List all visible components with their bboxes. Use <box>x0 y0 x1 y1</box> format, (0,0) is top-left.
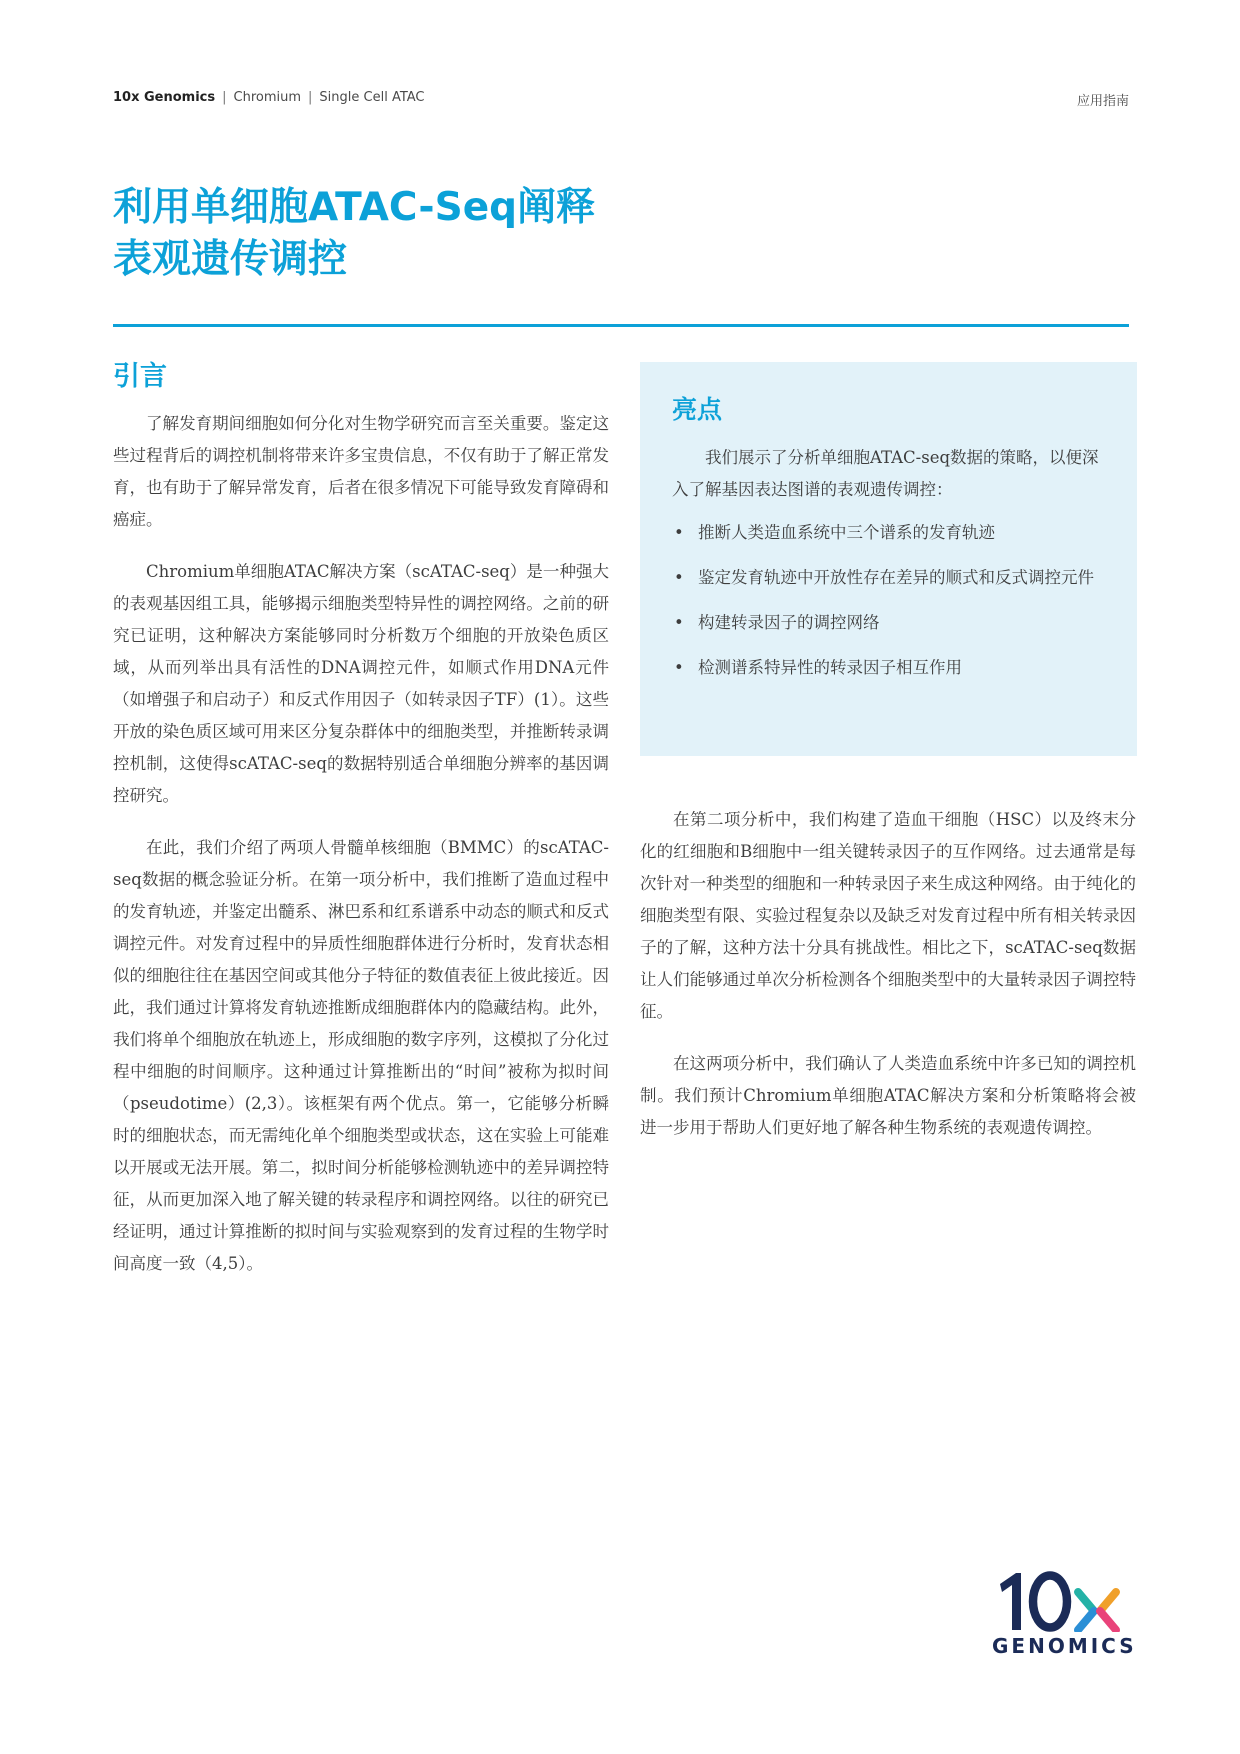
list-item <box>672 562 1114 594</box>
list-item-text: 构建转录因子的调控网络 <box>698 613 880 632</box>
intro-column <box>113 408 609 1300</box>
highlights-intro: 我们展示了分析单细胞ATAC-seq数据的策略，以便深入了解基因表达图谱的表观遗传调控： <box>672 448 1099 499</box>
bullet-icon: • <box>674 613 684 632</box>
analysis-column <box>640 804 1136 1164</box>
page-title <box>113 182 873 286</box>
logo-mark-icon <box>996 1570 1134 1632</box>
header-brand: 10x Genomics <box>113 90 216 105</box>
header-separator: | <box>222 90 227 105</box>
intro-heading: 引言 <box>113 361 167 392</box>
header-separator: | <box>308 90 313 105</box>
list-item <box>672 517 1114 549</box>
page-title-line1: 利用单细胞ATAC-Seq阐释 <box>113 185 596 230</box>
highlights-heading: 亮点 <box>672 395 723 424</box>
list-item-text: 鉴定发育轨迹中开放性存在差异的顺式和反式调控元件 <box>698 568 1094 587</box>
intro-paragraph: 了解发育期间细胞如何分化对生物学研究而言至关重要。鉴定这些过程背后的调控机制将带来许多宝贵信息，不仅有助于了解正常发育，也有助于了解异常发育，后者在很多情况下可能导致发育障碍和癌症。 <box>113 414 609 529</box>
list-item <box>672 607 1114 639</box>
list-item <box>672 652 1114 684</box>
bullet-icon: • <box>674 568 684 587</box>
header-assay: Single Cell ATAC <box>319 90 425 105</box>
page-header <box>113 90 1129 110</box>
list-item-text: 推断人类造血系统中三个谱系的发育轨迹 <box>698 523 995 542</box>
10x-genomics-logo <box>992 1570 1137 1666</box>
page-title-line2: 表观遗传调控 <box>113 237 348 282</box>
highlights-box <box>640 362 1137 756</box>
intro-paragraph: Chromium单细胞ATAC解决方案（scATAC-seq）是一种强大的表观基因组工具，能够揭示细胞类型特异性的调控网络。之前的研究已证明，这种解决方案能够同时分析数万个细胞的开放染色质区域，从而列举出具有活性的DNA调控元件，如顺式作用DNA元件（如增强子和启动子）和反式作用因子（如转录因子TF）(1）。这些开放的染色质区域可用来区分复杂群体中的细胞类型，并推断转录调控机制，这使得scATAC-seq的数据特别适合单细胞分辨率的基因调控研究。 <box>113 562 609 805</box>
logo-wordmark: GENOMICS <box>992 1634 1137 1658</box>
header-product: Chromium <box>233 90 302 105</box>
analysis-paragraph: 在这两项分析中，我们确认了人类造血系统中许多已知的调控机制。我们预计Chromium单细胞ATAC解决方案和分析策略将会被进一步用于帮助人们更好地了解各种生物系统的表观遗传调控。 <box>640 1054 1136 1137</box>
list-item-text: 检测谱系特异性的转录因子相互作用 <box>698 658 962 677</box>
intro-paragraph: 在此，我们介绍了两项人骨髓单核细胞（BMMC）的scATAC-seq数据的概念验证分析。在第一项分析中，我们推断了造血过程中的发育轨迹，并鉴定出髓系、淋巴系和红系谱系中动态的顺式和反式调控元件。对发育过程中的异质性细胞群体进行分析时，发育状态相似的细胞往往在基因空间或其他分子特征的数值表征上彼此接近。因此，我们通过计算将发育轨迹推断成细胞群体内的隐藏结构。此外，我们将单个细胞放在轨迹上，形成细胞的数字序列，这模拟了分化过程中细胞的时间顺序。这种通过计算推断出的“时间”被称为拟时间（pseudotime）(2,3）。该框架有两个优点。第一，它能够分析瞬时的细胞状态，而无需纯化单个细胞类型或状态，这在实验上可能难以开展或无法开展。第二，拟时间分析能够检测轨迹中的差异调控特征，从而更加深入地了解关键的转录程序和调控网络。以往的研究已经证明，通过计算推断的拟时间与实验观察到的发育过程的生物学时间高度一致（4,5）。 <box>113 838 609 1273</box>
title-divider <box>113 324 1129 327</box>
highlights-list <box>672 517 1114 697</box>
header-doc-type: 应用指南 <box>1076 94 1129 109</box>
analysis-paragraph: 在第二项分析中，我们构建了造血干细胞（HSC）以及终末分化的红细胞和B细胞中一组关键转录因子的互作网络。过去通常是每次针对一种类型的细胞和一种转录因子来生成这种网络。由于纯化的细胞类型有限、实验过程复杂以及缺乏对发育过程中所有相关转录因子的了解，这种方法十分具有挑战性。相比之下，scATAC-seq数据让人们能够通过单次分析检测各个细胞类型中的大量转录因子调控特征。 <box>640 810 1136 1021</box>
bullet-icon: • <box>674 523 684 542</box>
header-breadcrumb <box>113 90 425 105</box>
bullet-icon: • <box>674 658 684 677</box>
